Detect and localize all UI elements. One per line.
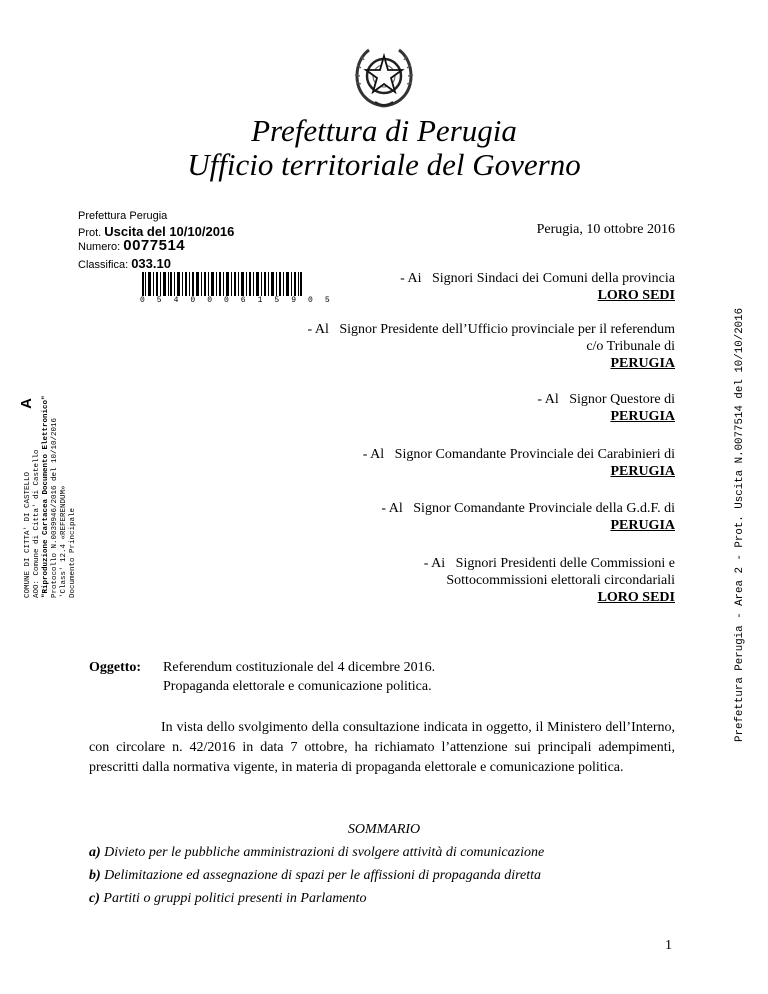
addressee-line: c/o Tribunale di bbox=[586, 339, 675, 354]
stamp-classifica-value: 033.10 bbox=[131, 256, 171, 271]
barcode-digits: 0 5 4 0 0 0 6 1 5 9 0 5 bbox=[140, 296, 334, 305]
summary-item-text: Delimitazione ed assegnazione di spazi per le affissioni di propaganda diretta bbox=[104, 868, 542, 883]
left-stamp-line: 'Class' 12.4 «REFERENDUM» bbox=[60, 485, 68, 598]
left-stamp-badge: A bbox=[18, 398, 35, 409]
summary-item-text: Partiti o gruppi politici presenti in Parlamento bbox=[103, 891, 367, 906]
stamp-office: Prefettura Perugia bbox=[78, 210, 168, 222]
stamp-numero-value: 0077514 bbox=[123, 237, 186, 254]
addressee-prefix: - Al bbox=[537, 392, 559, 407]
page-number: 1 bbox=[665, 938, 672, 953]
addressee-line: Signor Questore di bbox=[569, 392, 675, 407]
subject-label: Oggetto: bbox=[89, 660, 142, 675]
body-paragraph: In vista dello svolgimento della consultazione indicata in oggetto, il Ministero dell’Interno, con circolare n. 42/2016 in data 7 ottobre, ha richiamato l’attenzione sui principali adempimenti, prescritti dalla normativa vigente, in materia di propaganda elettorale e comunicazione politica. bbox=[89, 720, 675, 775]
addressee-prefix: - Ai bbox=[423, 556, 446, 571]
left-stamp-line: "Riproduzione Cartacea Documento Elettronico" bbox=[42, 395, 50, 598]
addressee-block bbox=[424, 555, 675, 606]
summary-title: SOMMARIO bbox=[347, 822, 421, 837]
addressee-block bbox=[363, 446, 675, 480]
office-subtitle: Ufficio territoriale del Governo bbox=[187, 147, 581, 182]
addressee-prefix: - Ai bbox=[400, 271, 422, 286]
addressee-line: Signori Sindaci dei Comuni della provincia bbox=[431, 271, 675, 286]
addressee-block bbox=[537, 391, 675, 425]
addressee-line: Signor Comandante Provinciale della G.d.F. di bbox=[413, 501, 675, 516]
right-margin-protocol: Prefettura Perugia - Area 2 - Prot. Uscita N.0077514 del 10/10/2016 bbox=[734, 307, 746, 742]
subject-line: Propaganda elettorale e comunicazione politica. bbox=[163, 679, 432, 694]
office-title: Prefettura di Perugia bbox=[251, 113, 517, 148]
addressee-prefix: - Al bbox=[307, 322, 329, 337]
left-stamp-line: AOO: Comune di Citta' di Castello bbox=[33, 449, 41, 598]
stamp-prot-label: Prot. bbox=[78, 227, 102, 239]
date-line: Perugia, 10 ottobre 2016 bbox=[536, 222, 675, 237]
addressee-destination: PERUGIA bbox=[610, 409, 675, 424]
addressee-destination: PERUGIA bbox=[610, 356, 675, 371]
italian-republic-emblem-icon bbox=[353, 44, 415, 110]
summary-item-letter: b) bbox=[89, 868, 101, 883]
stamp-numero-label: Numero: bbox=[78, 241, 121, 253]
addressee-line: Signor Presidente dell’Ufficio provinciale per il referendum bbox=[339, 322, 675, 337]
summary-item-letter: a) bbox=[89, 845, 101, 860]
subject-line: Referendum costituzionale del 4 dicembre 2016. bbox=[163, 660, 436, 675]
summary-item bbox=[89, 845, 544, 861]
addressee-destination: PERUGIA bbox=[610, 518, 675, 533]
summary-item-text: Divieto per le pubbliche amministrazioni di svolgere attività di comunicazione bbox=[104, 845, 545, 860]
addressee-destination: LORO SEDI bbox=[597, 590, 675, 605]
left-stamp-line: Documento Principale bbox=[69, 507, 77, 598]
summary-item-letter: c) bbox=[89, 891, 100, 906]
addressee-line: Signori Presidenti delle Commissioni e bbox=[455, 556, 675, 571]
addressee-block bbox=[381, 500, 675, 534]
summary-item bbox=[89, 868, 541, 884]
left-registration-stamp bbox=[18, 395, 80, 598]
addressee-line: Signor Comandante Provinciale dei Carabinieri di bbox=[394, 447, 675, 462]
addressee-destination: LORO SEDI bbox=[597, 288, 675, 303]
addressee-line: Sottocommissioni elettorali circondariali bbox=[446, 573, 675, 588]
addressee-prefix: - Al bbox=[381, 501, 403, 516]
addressee-block bbox=[400, 270, 675, 304]
stamp-classifica-label: Classifica: bbox=[78, 259, 129, 271]
addressee-block bbox=[307, 321, 675, 372]
left-stamp-line: Protocollo N.0039946/2016 del 10/10/2016 bbox=[51, 417, 59, 598]
addressee-prefix: - Al bbox=[362, 447, 385, 462]
stamp-prot-value: Uscita del 10/10/2016 bbox=[104, 224, 235, 239]
barcode bbox=[142, 272, 302, 296]
summary-item bbox=[89, 891, 367, 907]
left-stamp-line: COMUNE DI CITTA' DI CASTELLO bbox=[24, 471, 32, 598]
addressee-destination: PERUGIA bbox=[610, 464, 675, 479]
protocol-stamp bbox=[78, 210, 234, 270]
